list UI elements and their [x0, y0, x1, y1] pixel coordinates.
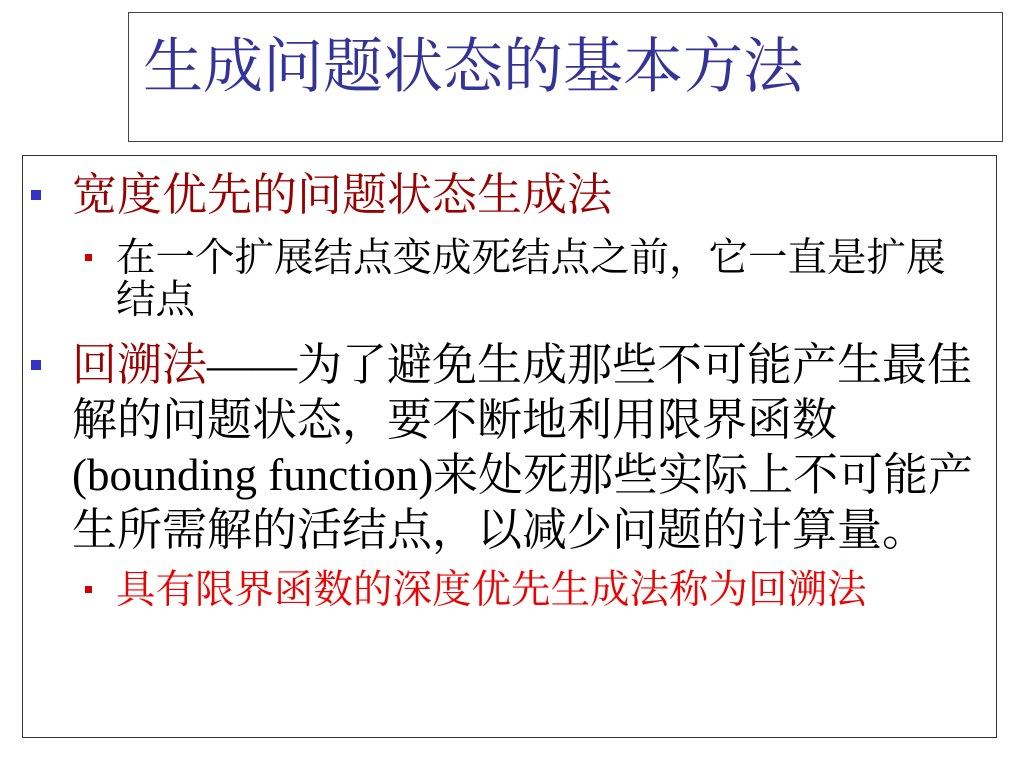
bullet-text: ——为了避免生成那些不可能产生最佳解的问题状态，要不断地利用限界函数(bounding function)来处死那些实际上不可能产生所需解的活结点，以减少问题的计算量。	[72, 340, 974, 555]
sub-bullet-item-expand-node	[116, 237, 966, 321]
slide-title: 生成问题状态的基本方法	[143, 34, 803, 100]
square-bullet-icon	[31, 190, 41, 200]
bullet-item-backtracking	[72, 338, 990, 558]
sub-bullet-text: 在一个扩展结点变成死结点之前，它一直是扩展结点	[116, 236, 946, 322]
bullet-text: 宽度优先的问题状态生成法	[72, 170, 613, 220]
bullet-item-breadth-first	[72, 168, 990, 223]
square-bullet-icon	[31, 360, 41, 370]
title-placeholder[interactable]	[128, 12, 1003, 142]
sub-bullet-item-backtracking-definition	[116, 569, 966, 611]
square-bullet-icon	[85, 586, 92, 593]
square-bullet-icon	[85, 254, 92, 261]
sub-bullet-text: 具有限界函数的深度优先生成法称为回溯法	[116, 568, 867, 612]
bullet-lead-term: 回溯法	[72, 340, 208, 390]
content-placeholder[interactable]	[22, 155, 997, 738]
